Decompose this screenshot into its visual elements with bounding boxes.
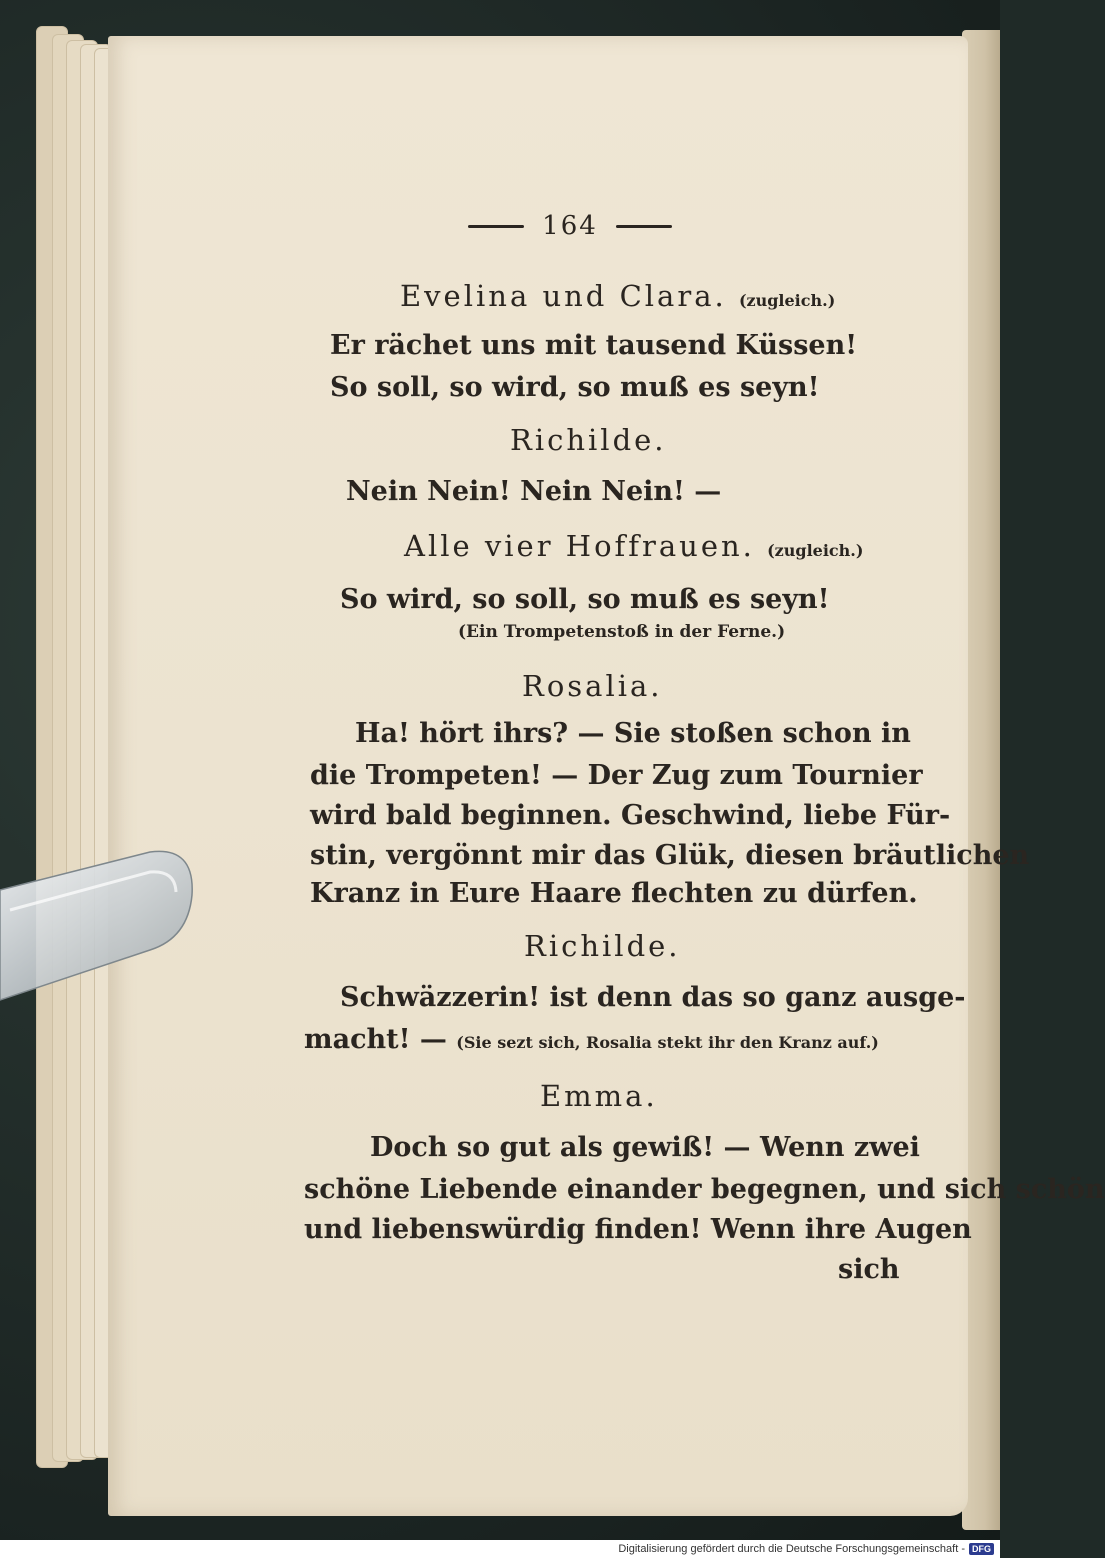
prose-line: Doch so gut als gewiß! — Wenn zwei <box>370 1132 920 1163</box>
speaker-name: Evelina und Clara. <box>400 279 727 313</box>
speaker-heading: Rosalia. <box>522 669 663 703</box>
prose-line: Schwäzzerin! ist denn das so ganz ausge- <box>340 982 966 1013</box>
prose-line: Ha! hört ihrs? — Sie stoßen schon in <box>355 718 911 749</box>
prose-line: Kranz in Eure Haare flechten zu dürfen. <box>310 878 918 909</box>
prose-text: macht! — <box>304 1024 447 1055</box>
dfg-logo: DFG <box>969 1543 994 1555</box>
catchword: sich <box>838 1254 900 1285</box>
page-number: 164 <box>542 211 598 241</box>
speaker-heading: Richilde. <box>510 423 667 457</box>
glass-clip-icon <box>0 850 200 1040</box>
prose-line <box>304 1026 879 1053</box>
page-header <box>430 206 710 246</box>
prose-line: die Trompeten! — Der Zug zum Tournier <box>310 760 923 791</box>
verse-line: Nein Nein! Nein Nein! — <box>346 476 722 507</box>
stage-note: (zugleich.) <box>738 291 836 310</box>
verse-line: Er rächet uns mit tausend Küssen! <box>330 330 858 361</box>
prose-line: stin, vergönnt mir das Glük, diesen bräutlichen <box>310 840 1030 871</box>
speaker-heading <box>400 279 836 313</box>
stage-direction: (Ein Trompetenstoß in der Ferne.) <box>458 622 786 642</box>
speaker-name: Alle vier Hoffrauen. <box>404 529 755 563</box>
verse-line: So soll, so wird, so muß es seyn! <box>330 372 820 403</box>
speaker-heading: Richilde. <box>524 929 681 963</box>
stage-note: (zugleich.) <box>767 541 864 560</box>
speaker-heading <box>404 529 864 563</box>
prose-line: schöne Liebende einander begegnen, und sich schön <box>304 1174 1105 1205</box>
stage-note: (Sie sezt sich, Rosalia stekt ihr den Kranz auf.) <box>456 1033 879 1052</box>
header-rule-right <box>616 225 672 228</box>
speaker-heading: Emma. <box>540 1079 658 1113</box>
verse-line: So wird, so soll, so muß es seyn! <box>340 584 830 615</box>
prose-line: wird bald beginnen. Geschwind, liebe Für- <box>310 800 951 831</box>
prose-line: und liebenswürdig finden! Wenn ihre Augen <box>304 1214 972 1245</box>
footer-credit <box>0 1540 1000 1558</box>
credit-text: Digitalisierung gefördert durch die Deutsche Forschungsgemeinschaft - <box>618 1543 965 1555</box>
header-rule-left <box>468 225 524 228</box>
